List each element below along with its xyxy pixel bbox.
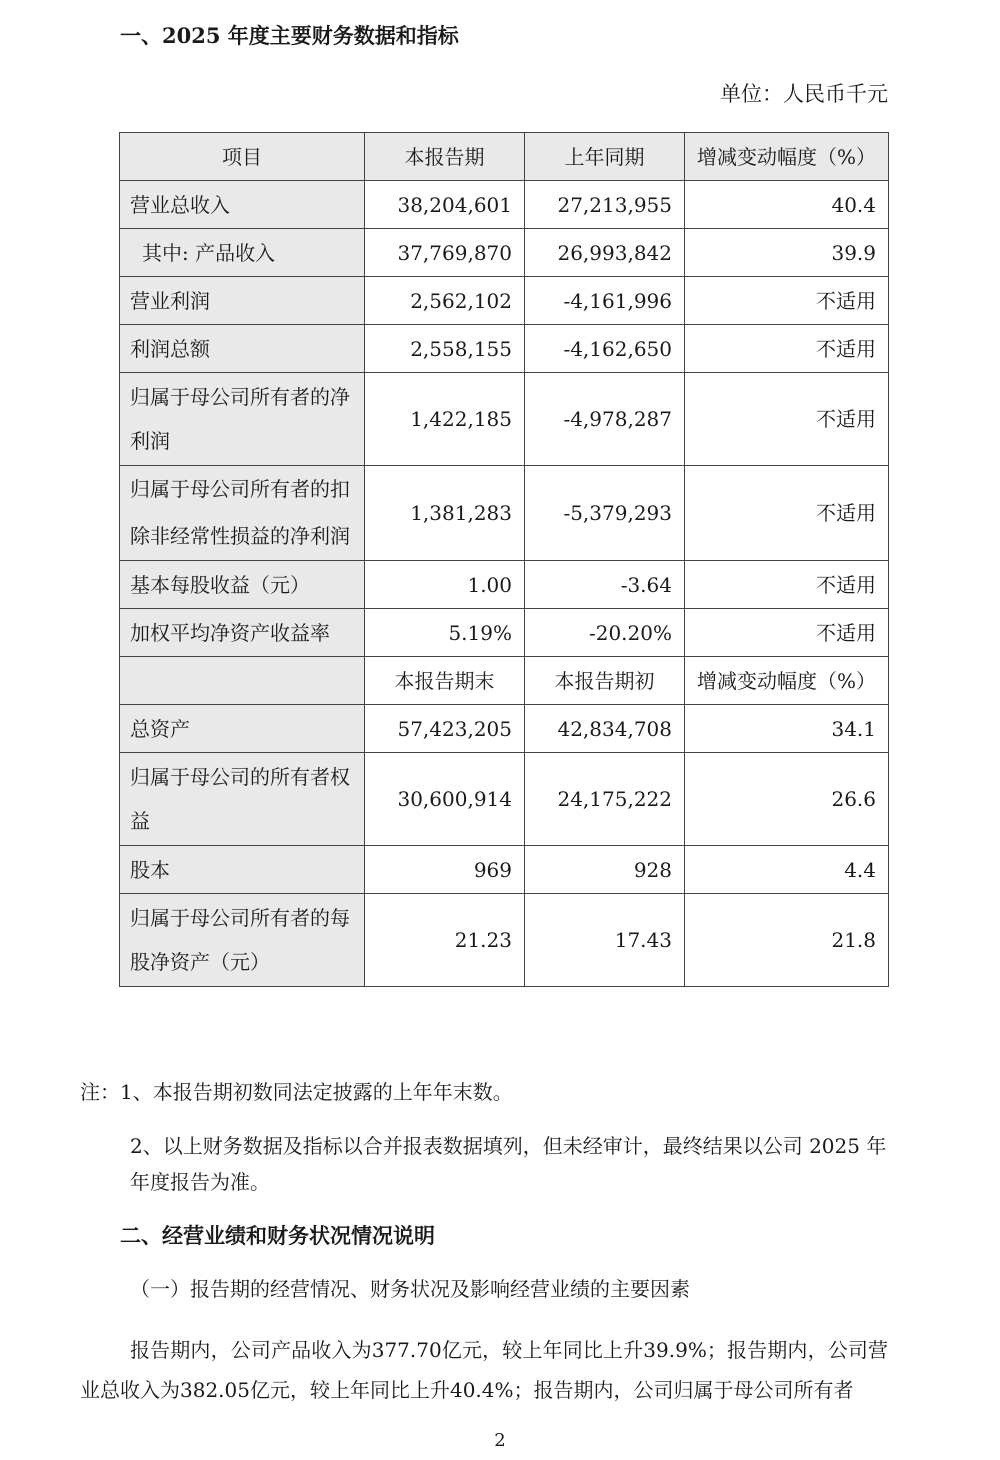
change-value: 4.4: [685, 846, 889, 894]
prior-value: 24,175,222: [525, 753, 685, 846]
change-value: 26.6: [685, 753, 889, 846]
header-cell: 本报告期: [365, 133, 525, 181]
prior-value: -4,978,287: [525, 373, 685, 466]
row-label: 加权平均净资产收益率: [120, 609, 365, 657]
prior-value: 17.43: [525, 894, 685, 987]
table-row: [120, 181, 889, 229]
prior-value: -4,162,650: [525, 325, 685, 373]
prior-value: -4,161,996: [525, 277, 685, 325]
table-row: [120, 894, 889, 987]
current-value: 2,558,155: [365, 325, 525, 373]
current-value: 969: [365, 846, 525, 894]
change-value: 40.4: [685, 181, 889, 229]
header-cell: 增减变动幅度（%）: [685, 133, 889, 181]
row-label: 营业利润: [120, 277, 365, 325]
row-label: 利润总额: [120, 325, 365, 373]
table-row: [120, 373, 889, 466]
change-value: 不适用: [685, 277, 889, 325]
table-row: [120, 753, 889, 846]
subheader-cell: 增减变动幅度（%）: [685, 657, 889, 705]
note-1: 注：1、本报告期初数同法定披露的上年年末数。: [80, 1080, 513, 1104]
row-label: 营业总收入: [120, 181, 365, 229]
header-cell: 项目: [120, 133, 365, 181]
row-label: 其中: 产品收入: [120, 229, 365, 277]
table-row: [120, 466, 889, 561]
section2-title: 二、经营业绩和财务状况情况说明: [120, 1223, 435, 1248]
prior-value: 928: [525, 846, 685, 894]
prior-value: -3.64: [525, 561, 685, 609]
subheader-cell: 本报告期末: [365, 657, 525, 705]
unit-label: 单位：人民币千元: [720, 82, 888, 106]
page-number: 2: [494, 1430, 506, 1451]
header-cell: 上年同期: [525, 133, 685, 181]
current-value: 2,562,102: [365, 277, 525, 325]
body-paragraph: 报告期内，公司产品收入为377.70亿元，较上年同比上升39.9%；报告期内，公司营业总收入为382.05亿元，较上年同比上升40.4%；报告期内，公司归属于母公司所有者: [80, 1338, 888, 1402]
change-value: 不适用: [685, 466, 889, 561]
current-value: 21.23: [365, 894, 525, 987]
change-value: 34.1: [685, 705, 889, 753]
table-row: [120, 846, 889, 894]
table-row: [120, 277, 889, 325]
prior-value: -5,379,293: [525, 466, 685, 561]
subheader-cell: 本报告期初: [525, 657, 685, 705]
current-value: 5.19%: [365, 609, 525, 657]
row-label: 基本每股收益（元）: [120, 561, 365, 609]
row-label: 归属于母公司的所有者权益: [120, 753, 365, 846]
row-label: 总资产: [120, 705, 365, 753]
change-value: 不适用: [685, 325, 889, 373]
prior-value: 26,993,842: [525, 229, 685, 277]
change-value: 21.8: [685, 894, 889, 987]
current-value: 1,422,185: [365, 373, 525, 466]
current-value: 37,769,870: [365, 229, 525, 277]
change-value: 不适用: [685, 609, 889, 657]
subsection-title: （一）报告期的经营情况、财务状况及影响经营业绩的主要因素: [130, 1277, 690, 1301]
table-header-row: [120, 133, 889, 181]
current-value: 57,423,205: [365, 705, 525, 753]
note-2: 2、以上财务数据及指标以合并报表数据填列，但未经审计，最终结果以公司 2025 年年度报告为准。: [130, 1134, 887, 1194]
row-label: 归属于母公司所有者的每股净资产（元）: [120, 894, 365, 987]
row-label: 归属于母公司所有者的净利润: [120, 373, 365, 466]
table-row: [120, 561, 889, 609]
current-value: 38,204,601: [365, 181, 525, 229]
section1-title: 一、2025 年度主要财务数据和指标: [120, 23, 459, 48]
change-value: 不适用: [685, 561, 889, 609]
row-label: 归属于母公司所有者的扣除非经常性损益的净利润: [120, 466, 365, 561]
prior-value: -20.20%: [525, 609, 685, 657]
financial-table: [119, 132, 889, 987]
table-row: [120, 705, 889, 753]
table-row: [120, 325, 889, 373]
prior-value: 27,213,955: [525, 181, 685, 229]
current-value: 30,600,914: [365, 753, 525, 846]
change-value: 39.9: [685, 229, 889, 277]
current-value: 1.00: [365, 561, 525, 609]
change-value: 不适用: [685, 373, 889, 466]
row-label: 股本: [120, 846, 365, 894]
current-value: 1,381,283: [365, 466, 525, 561]
table-row: [120, 609, 889, 657]
subheader-cell: [120, 657, 365, 705]
table-subheader-row: [120, 657, 889, 705]
prior-value: 42,834,708: [525, 705, 685, 753]
table-row: [120, 229, 889, 277]
